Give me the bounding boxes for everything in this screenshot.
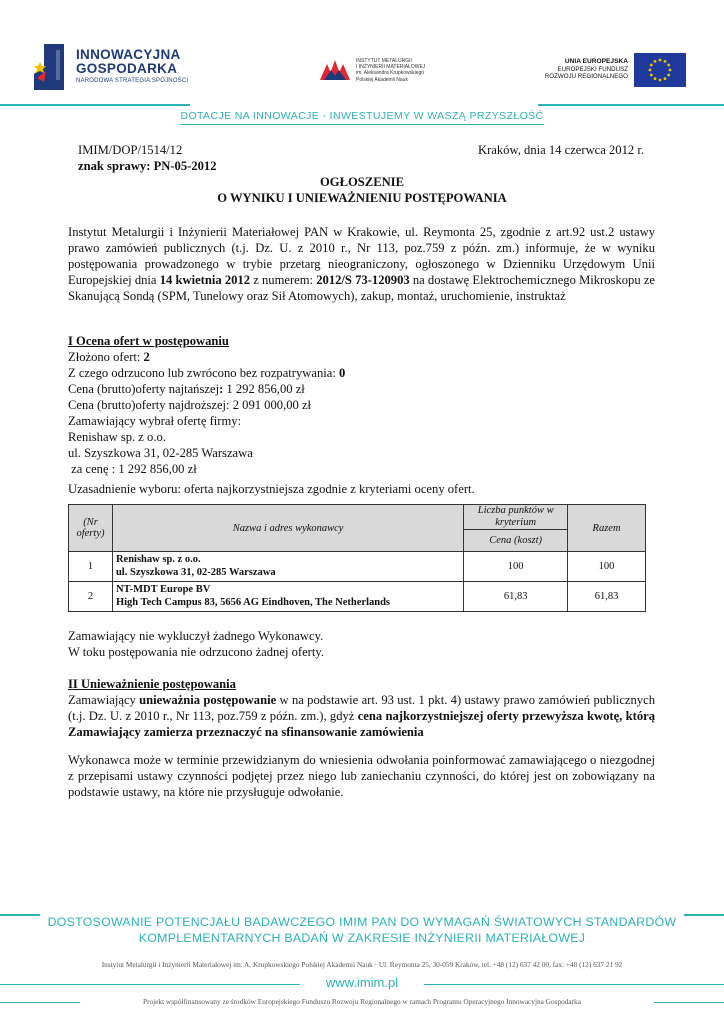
chosen-offer-label: Zamawiający wybrał ofertę firmy: (68, 414, 242, 428)
eu-star-icon (664, 77, 667, 80)
intro-text-b: z numerem: (250, 273, 317, 287)
eu-star-icon (654, 77, 657, 80)
results-table (68, 504, 646, 612)
header-slogan: DOTACJE NA INNOWACJE - INWESTUJEMY W WASZĄ PRZYSZŁOŚĆ (180, 110, 544, 122)
contractor-cell (112, 552, 463, 582)
table-row (69, 552, 646, 582)
imim-logo (318, 56, 448, 86)
header-points: Liczba punktów w kryterium (464, 505, 568, 530)
eu-star-icon (667, 74, 670, 77)
innowacyjna-gospodarka-emblem-icon (34, 44, 68, 92)
annulment-paragraph: Zamawiający unieważnia postępowanie w na podstawie art. 93 ust. 1 pkt. 4) ustawy prawo zamówień publicznych (t.j. Dz. U. z 2010 r., Nr 113, poz.759 z późn. zm.), gdyż cena najkorzystniejszej oferty przewyższa kwotę, którą Zamawiający zamierza przeznaczyć na sfinansowanie zamówienia (68, 693, 656, 739)
header-rule-left (0, 104, 190, 106)
section-2-heading: II Unieważnienie postępowania (68, 677, 236, 691)
eu-logo-line2: EUROPEJSKI FUNDUSZ (557, 65, 628, 73)
table-row (69, 582, 646, 612)
chosen-firm-address: ul. Szyszkowa 31, 02-285 Warszawa (68, 446, 253, 460)
total-points: 61,83 (568, 582, 646, 612)
announcement-subtitle: O WYNIKU I UNIEWAŻNIENIU POSTĘPOWANIA (217, 191, 507, 205)
eu-logo-line1: UNIA EUROPEJSKA (564, 58, 628, 65)
contractor-address: High Tech Campus 83, 5656 AG Eindhoven, The Netherlands (115, 596, 391, 608)
eu-star-icon (650, 64, 653, 67)
no-rejections: W toku postępowania nie odrzucono żadnej oferty. (68, 645, 324, 659)
header-price-criterion: Cena (koszt) (464, 530, 568, 552)
slogan-underline (180, 124, 544, 125)
intro-number: 2012/S 73-120903 (316, 273, 410, 287)
lowest-price: Cena (brutto)oferty najtańszej: 1 292 856,00 zł (68, 382, 305, 396)
eu-star-icon (667, 64, 670, 67)
chosen-price: za cenę : 1 292 856,00 zł (68, 462, 197, 476)
header-total: Razem (568, 505, 646, 552)
contractor-name: NT-MDT Europe BV (115, 584, 211, 595)
imim-logo-line4: Polskiej Akademii Nauk (356, 76, 408, 83)
selection-reason: Uzasadnienie wyboru: oferta najkorzystniejsza zgodnie z kryteriami oceny ofert. (68, 482, 475, 496)
total-points: 100 (568, 552, 646, 582)
price-points: 100 (464, 552, 568, 582)
announcement-title: OGŁOSZENIE (320, 175, 404, 189)
highest-price: Cena (brutto)oferty najdroższej: 2 091 000,00 zł (68, 398, 312, 412)
eu-star-icon (664, 60, 667, 63)
case-number: znak sprawy: PN-05-2012 (78, 159, 217, 173)
price-points: 61,83 (464, 582, 568, 612)
section-1-heading: I Ocena ofert w postępowaniu (68, 334, 229, 348)
imim-logo-line1: INSTYTUT METALURGII (356, 58, 412, 64)
intro-paragraph (68, 224, 655, 304)
footer-project-title-1: DOSTOSOWANIE POTENCJAŁU BADAWCZEGO IMIM PAN DO WYMAGAŃ ŚWIATOWYCH STANDARDÓW (47, 915, 677, 929)
eu-star-icon (669, 69, 672, 72)
eu-star-icon (654, 60, 657, 63)
offer-number: 1 (69, 552, 113, 582)
footer-project-title-2: KOMPLEMENTARNYCH BADAŃ W ZAKRESIE INŻYNIERII MATERIAŁOWEJ (138, 931, 586, 945)
footer-address: Instytut Metalurgii i Inżynierii Materiałowej im. A. Krupkowskiego Polskiej Akademii Nauk · Ul. Reymonta 25, 30-059 Kraków, tel. +48 (12) 637 42 00, fax: +48 (12) 637 21 92 (101, 960, 623, 969)
imim-logo-line3: im. Aleksandra Krupkowskiego (356, 70, 425, 77)
contractor-cell (112, 582, 463, 612)
eu-logo (531, 53, 686, 89)
contractor-address: ul. Szyszkowa 31, 02-285 Warszawa (115, 566, 276, 578)
place-date: Kraków, dnia 14 czerwca 2012 r. (478, 143, 644, 157)
eu-flag-icon (634, 53, 686, 87)
ig-logo-line2: GOSPODARKA (76, 61, 178, 76)
offers-rejected: Z czego odrzucono lub zwrócono bez rozpatrywania: 0 (68, 366, 346, 380)
imim-emblem-icon (318, 56, 352, 84)
eu-star-icon (650, 74, 653, 77)
offer-number: 2 (69, 582, 113, 612)
contractor-name: Renishaw sp. z o.o. (115, 554, 201, 565)
chosen-firm: Renishaw sp. z o.o. (68, 430, 166, 444)
eu-star-icon (649, 69, 652, 72)
offers-submitted: Złożono ofert: 2 (68, 350, 150, 364)
no-exclusions: Zamawiający nie wykluczył żadnego Wykonawcy. (68, 629, 324, 643)
appeal-paragraph: Wykonawca może w terminie przewidzianym do wniesienia odwołania poinformować zamawiającego o niezgodnej z przepisami ustawy czynności podjętej przez niego lub zaniechaniu czynności, do której jest on zobowiązany na podstawie ustawy, na które nie przysługuje odwołanie. (68, 753, 655, 799)
ig-logo-subtitle: NARODOWA STRATEGIA SPÓJNOŚCI (76, 78, 189, 84)
header-rule-right (538, 104, 724, 106)
imim-logo-line2: I INŻYNIERII MATERIAŁOWEJ (356, 64, 426, 71)
ig-logo-line1: INNOWACYJNA (76, 47, 181, 62)
intro-text-c: na dostawę Elektrochemicznego Mikroskopu ze Skanującą Sondą (SPM, Tunelowy oraz Sił Atomowych), zakup, montaż, uruchomienie, instruktaż (68, 273, 655, 303)
reference-number: IMIM/DOP/1514/12 (78, 143, 183, 157)
eu-star-icon (659, 79, 662, 82)
intro-text-a: Instytut Metalurgii i Inżynierii Materiałowej PAN w Krakowie, ul. Reymonta 25, zgodnie z art.92 ust.2 ustawy prawo zamówień publicznych (t.j. Dz. U. z 2010 r., Nr 113, poz.759 z późn. zm.) informuje, że w wyniku postępowania prowadzonego w trybie przetarg nieograniczony, ogłoszonego w Dzienniku Urzędowym Unii Europejskiej dnia (68, 225, 655, 287)
intro-date: 14 kwietnia 2012 (159, 273, 251, 287)
eu-star-icon (659, 59, 662, 62)
header-contractor: Nazwa i adres wykonawcy (112, 505, 463, 552)
eu-logo-line3: ROZWOJU REGIONALNEGO (544, 73, 628, 80)
innowacyjna-gospodarka-logo (34, 44, 214, 96)
header-offer-number: (Nr oferty) (69, 505, 113, 552)
footer-cofinancing-note: Projekt współfinansowany ze środków Europejskiego Funduszu Rozwoju Regionalnego w ramach Programu Operacyjnego Innowacyjna Gospodarka (143, 997, 581, 1006)
footer-website-link[interactable]: www.imim.pl (325, 975, 399, 990)
